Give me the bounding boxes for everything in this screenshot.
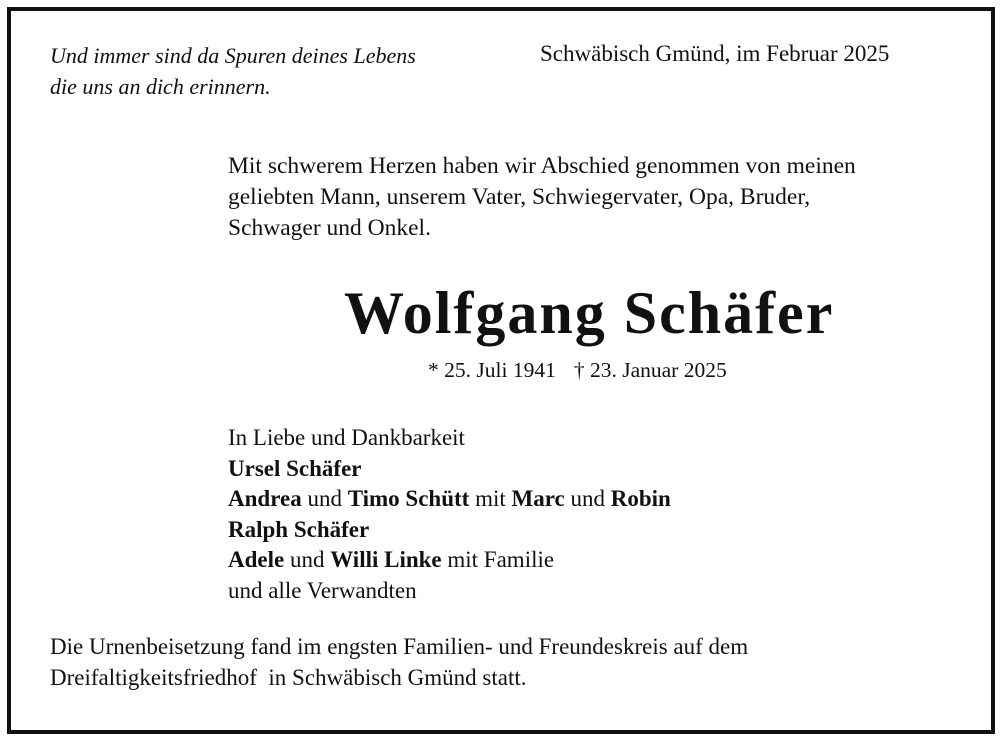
place-and-date: Schwäbisch Gmünd, im Februar 2025 [540, 41, 890, 66]
death-date: † 23. Januar 2025 [573, 358, 727, 382]
mourner-name: Adele [228, 547, 285, 572]
deceased-name: Wolfgang Schäfer [344, 280, 835, 346]
farewell-text [228, 151, 856, 244]
life-dates [428, 356, 727, 384]
mourner-spouse: Ursel Schäfer [228, 455, 362, 481]
mourner-son: Ralph Schäfer [228, 516, 370, 542]
farewell-line-2: geliebten Mann, unserem Vater, Schwiegervater, Opa, Bruder, [228, 184, 811, 210]
mourners-opening: In Liebe und Dankbarkeit [228, 425, 465, 450]
mourner-name: Robin [610, 486, 671, 511]
motto-line-2: die uns an dich erinnern. [50, 74, 271, 99]
mourner-connector: und [301, 486, 348, 511]
motto-line-1: Und immer sind da Spuren deines Lebens [50, 43, 416, 68]
mourner-family-schuett [228, 484, 671, 515]
mourner-name: Willi Linke [330, 547, 442, 572]
mourner-name: Timo Schütt [347, 486, 470, 511]
burial-line-2: Dreifaltigkeitsfriedhof in Schwäbisch Gmünd statt. [50, 665, 527, 690]
burial-line-1: Die Urnenbeisetzung fand im engsten Familien- und Freundeskreis auf dem [50, 634, 749, 659]
birth-date: * 25. Juli 1941 [428, 358, 556, 382]
mourner-connector: mit [469, 486, 512, 511]
mourners-closing: und alle Verwandten [228, 577, 417, 603]
mourner-suffix: mit Familie [441, 547, 555, 572]
farewell-line-1: Mit schwerem Herzen haben wir Abschied genommen von meinen [228, 153, 856, 179]
mourner-name: Marc [511, 486, 565, 511]
mourner-connector: und [564, 486, 611, 511]
mourners-list [228, 423, 671, 606]
mourner-name: Andrea [228, 486, 302, 511]
farewell-line-3: Schwager und Onkel. [228, 215, 431, 241]
motto-quote [50, 40, 416, 102]
mourner-connector: und [284, 547, 331, 572]
mourner-family-linke [228, 545, 671, 576]
burial-notice [50, 631, 748, 693]
